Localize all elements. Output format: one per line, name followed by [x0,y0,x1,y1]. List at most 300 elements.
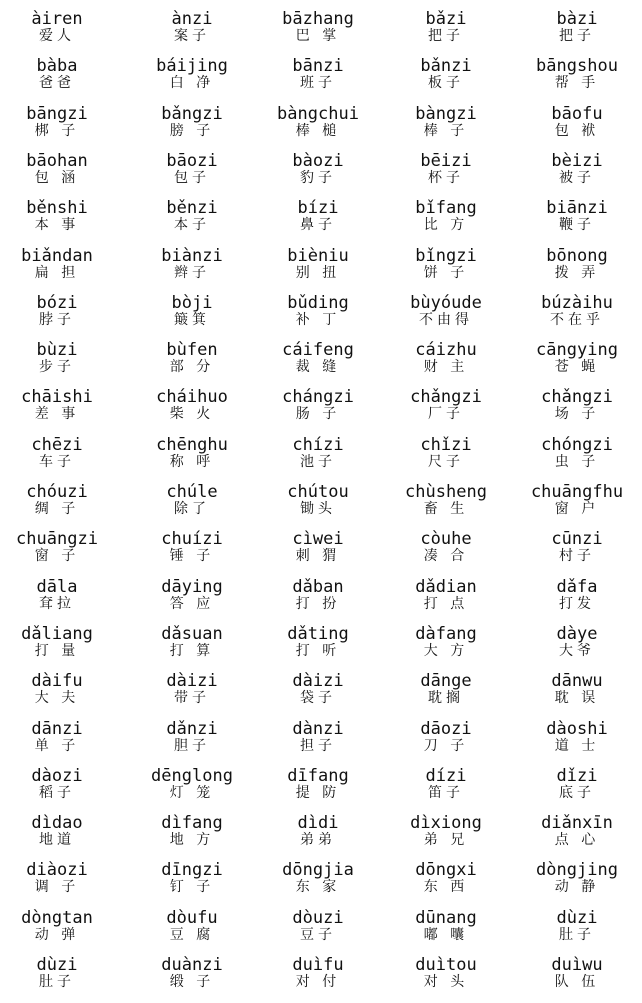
pinyin-text: cāngying [536,340,618,361]
hanzi-text: 本 事 [34,217,80,234]
vocab-entry [0,105,121,152]
hanzi-text: 笛子 [428,784,464,801]
hanzi-text: 单 子 [34,737,80,754]
pinyin-text: dàye [556,623,598,644]
hanzi-text: 打 听 [295,642,341,659]
pinyin-text: dānwu [551,671,603,692]
vocab-entry [513,578,641,625]
hanzi-text: 点 心 [554,832,600,849]
pinyin-text: bǔding [287,292,349,313]
hanzi-text: 扁 担 [34,264,80,281]
hanzi-text: 被子 [559,169,595,186]
pinyin-text: búzàihu [541,292,613,313]
hanzi-text: 板子 [428,75,464,92]
vocab-entry [0,720,121,767]
vocab-entry [0,578,121,625]
vocab-entry [513,625,641,672]
pinyin-text: dāozi [420,718,472,739]
hanzi-text: 弟 兄 [423,832,469,849]
hanzi-text: 柴 火 [169,406,215,423]
pinyin-text: chāishi [21,387,93,408]
vocab-entry [382,57,510,104]
hanzi-text: 别 扭 [295,264,341,281]
vocab-entry [128,814,256,861]
vocab-entry [128,909,256,956]
hanzi-text: 担子 [300,737,336,754]
hanzi-text: 锤 子 [169,548,215,565]
vocab-entry [128,530,256,577]
hanzi-text: 苍 蝇 [554,359,600,376]
hanzi-text: 刺 猬 [295,548,341,565]
hanzi-text: 本子 [174,217,210,234]
vocab-entry [0,57,121,104]
pinyin-text: dòngtan [21,907,93,928]
pinyin-text: běnzi [166,198,218,219]
vocab-entry [513,57,641,104]
pinyin-text: dàizi [292,671,344,692]
hanzi-text: 豆 腐 [169,926,215,943]
pinyin-text: bǎnzi [420,56,472,77]
pinyin-text: dízi [425,765,467,786]
hanzi-text: 带子 [174,690,210,707]
vocab-entry [128,861,256,908]
vocab-entry [382,578,510,625]
vocab-entry [513,152,641,199]
hanzi-text: 场 子 [554,406,600,423]
hanzi-text: 拨 弄 [554,264,600,281]
vocab-entry [128,436,256,483]
vocab-entry [0,909,121,956]
hanzi-text: 锄头 [300,501,336,517]
pinyin-text: chútou [287,482,349,502]
pinyin-text: bǎngzi [161,103,223,124]
pinyin-text: bòji [171,292,213,313]
hanzi-text: 财 主 [423,359,469,376]
vocab-entry [382,483,510,530]
vocab-entry [382,625,510,672]
hanzi-text: 尺子 [428,453,464,470]
pinyin-text: dǎfa [556,576,598,597]
hanzi-text: 大爷 [559,642,595,659]
vocab-entry [0,814,121,861]
hanzi-text: 打 算 [169,642,215,659]
hanzi-text: 打发 [559,595,595,612]
pinyin-text: còuhe [420,529,472,550]
vocab-entry [254,814,382,861]
hanzi-text: 肚子 [39,974,75,990]
hanzi-text: 把子 [559,28,595,44]
vocab-entry [254,199,382,246]
pinyin-text: cáizhu [415,340,477,361]
hanzi-text: 东 西 [423,879,469,896]
vocab-entry [513,436,641,483]
pinyin-text: chuízi [161,529,223,550]
hanzi-text: 肠 子 [295,406,341,423]
pinyin-text: chǎngzi [541,387,613,408]
pinyin-text: dànzi [292,718,344,739]
pinyin-text: dàizi [166,671,218,692]
vocab-entry [254,578,382,625]
vocab-entry [128,57,256,104]
hanzi-text: 裁 缝 [295,359,341,376]
vocab-entry [382,909,510,956]
vocab-entry [128,247,256,294]
hanzi-text: 杯子 [428,169,464,186]
hanzi-text: 动 弹 [34,926,80,943]
pinyin-text: cūnzi [551,529,603,550]
pinyin-text: diàozi [26,860,88,881]
hanzi-text: 车子 [39,453,75,470]
hanzi-text: 大 方 [423,642,469,659]
pinyin-text: běnshi [26,198,88,219]
hanzi-text: 村子 [559,548,595,565]
pinyin-text: dāying [161,576,223,597]
pinyin-text: dǐzi [556,765,598,786]
pinyin-text: bǐfang [415,198,477,219]
vocab-entry [513,767,641,814]
pinyin-text: duìfu [292,955,344,975]
pinyin-text: dōngjia [282,860,354,881]
hanzi-text: 差 事 [34,406,80,423]
hanzi-text: 提 防 [295,784,341,801]
hanzi-text: 包 涵 [34,169,80,186]
pinyin-text: bāohan [26,150,88,171]
pinyin-text: dǎliang [21,623,93,644]
pinyin-text: dānzi [31,718,83,739]
pinyin-text: dòufu [166,907,218,928]
vocab-entry [513,861,641,908]
hanzi-text: 调 子 [34,879,80,896]
hanzi-text: 膀 子 [169,122,215,139]
pinyin-text: chuāngzi [16,529,98,550]
pinyin-text: bǎzi [425,9,467,29]
hanzi-text: 棒 子 [423,122,469,139]
pinyin-text: dīfang [287,765,349,786]
vocab-entry [128,199,256,246]
vocab-entry [0,294,121,341]
vocab-entry [513,105,641,152]
hanzi-text: 案子 [174,28,210,44]
vocab-entry [254,767,382,814]
pinyin-text: chángzi [282,387,354,408]
hanzi-text: 簸箕 [174,311,210,328]
pinyin-text: dìdao [31,813,83,834]
pinyin-text: bàngchui [277,103,359,124]
vocab-entry [513,483,641,530]
vocab-entry [128,105,256,152]
pinyin-text: chúle [166,482,218,502]
pinyin-text: báijing [156,56,228,77]
vocab-entry [128,720,256,767]
vocab-entry [382,861,510,908]
vocab-entry [382,341,510,388]
pinyin-text: bāzhang [282,9,354,29]
hanzi-text: 东 家 [295,879,341,896]
pinyin-text: chóuzi [26,482,88,502]
pinyin-text: dìxiong [410,813,482,834]
hanzi-text: 虫 子 [554,453,600,470]
hanzi-text: 不在乎 [550,311,604,328]
pinyin-text: dūnang [415,907,477,928]
hanzi-text: 对 付 [295,974,341,990]
vocab-entry [128,483,256,530]
vocab-entry [382,530,510,577]
hanzi-text: 打 点 [423,595,469,612]
hanzi-text: 白 净 [169,75,215,92]
pinyin-text: bízi [297,198,339,219]
hanzi-text: 钉 子 [169,879,215,896]
hanzi-text: 班子 [300,75,336,92]
pinyin-text: bàzi [556,9,598,29]
hanzi-text: 称 呼 [169,453,215,470]
hanzi-text: 答 应 [169,595,215,612]
pinyin-text: duìwu [551,955,603,975]
pinyin-text: biǎndan [21,245,93,266]
vocab-entry [254,152,382,199]
hanzi-text: 包 袱 [554,122,600,139]
vocab-entry [513,10,641,57]
pinyin-text: chǐzi [420,434,472,455]
vocab-entry [0,388,121,435]
pinyin-text: dāla [36,576,78,597]
vocab-entry [513,294,641,341]
vocab-entry [513,341,641,388]
vocab-entry [128,767,256,814]
hanzi-text: 梆 子 [34,122,80,139]
pinyin-text: bàngzi [415,103,477,124]
hanzi-text: 地道 [39,832,75,849]
pinyin-text: chùsheng [405,482,487,502]
vocab-entry [128,341,256,388]
vocab-entry [513,199,641,246]
hanzi-text: 底子 [559,784,595,801]
vocab-entry [0,672,121,719]
pinyin-text: cìwei [292,529,344,550]
pinyin-text: ànzi [171,9,213,29]
vocab-entry [382,436,510,483]
pinyin-text: bōnong [546,245,608,266]
vocab-entry [513,247,641,294]
hanzi-text: 爸爸 [39,75,75,92]
hanzi-text: 胆子 [174,737,210,754]
vocab-entry [254,625,382,672]
vocab-entry [382,247,510,294]
vocab-entry [513,388,641,435]
vocab-entry [382,388,510,435]
pinyin-text: bùzi [36,340,78,361]
hanzi-text: 爱人 [39,28,75,44]
hanzi-text: 袋子 [300,690,336,707]
vocab-entry [254,294,382,341]
pinyin-text: bùyóude [410,292,482,313]
hanzi-text: 队 伍 [554,974,600,990]
pinyin-text: dòuzi [292,907,344,928]
hanzi-text: 豆子 [300,926,336,943]
vocab-entry [128,10,256,57]
vocab-entry [254,57,382,104]
vocab-entry [0,152,121,199]
vocab-entry [0,436,121,483]
vocab-entry [382,294,510,341]
pinyin-text: cáifeng [282,340,354,361]
hanzi-text: 部 分 [169,359,215,376]
pinyin-text: bèizi [551,150,603,171]
pinyin-text: dīngzi [161,860,223,881]
hanzi-text: 大 夫 [34,690,80,707]
pinyin-text: dùzi [36,955,78,975]
pinyin-text: chuāngfhu [530,482,624,502]
vocab-entry [254,388,382,435]
vocab-entry [254,672,382,719]
vocab-entry [382,956,510,1003]
vocab-entry [128,956,256,1003]
hanzi-text: 厂子 [428,406,464,423]
vocab-entry [0,956,121,1003]
vocab-entry [382,672,510,719]
pinyin-text: dǎban [292,576,344,597]
vocab-entry [254,247,382,294]
pinyin-text: duìtou [415,955,477,975]
hanzi-text: 辫子 [174,264,210,281]
hanzi-text: 缎 子 [169,974,215,990]
hanzi-text: 补 丁 [295,311,341,328]
pinyin-text: dìfang [161,813,223,834]
pinyin-text: dòngjing [536,860,618,881]
vocab-entry [254,720,382,767]
hanzi-text: 不由得 [419,311,473,328]
pinyin-text: bǐngzi [415,245,477,266]
vocab-entry [128,388,256,435]
pinyin-text: duànzi [161,955,223,975]
hanzi-text: 窗 户 [554,501,600,517]
vocab-entry [382,10,510,57]
vocab-entry [513,909,641,956]
pinyin-text: dǎting [287,623,349,644]
pinyin-text: dùzi [556,907,598,928]
pinyin-text: bāofu [551,103,603,124]
pinyin-text: dǎsuan [161,623,223,644]
pinyin-text: biànzi [161,245,223,266]
hanzi-text: 凑 合 [423,548,469,565]
vocab-entry [254,341,382,388]
pinyin-text: chēzi [31,434,83,455]
hanzi-text: 耽 误 [554,690,600,707]
hanzi-text: 鞭子 [559,217,595,234]
hanzi-text: 地 方 [169,832,215,849]
vocab-entry [254,909,382,956]
hanzi-text: 棒 槌 [295,122,341,139]
hanzi-text: 池子 [300,453,336,470]
vocab-entry [513,956,641,1003]
pinyin-text: cháihuo [156,387,228,408]
hanzi-text: 稻子 [39,784,75,801]
pinyin-text: bàozi [292,150,344,171]
pinyin-text: chēnghu [156,434,228,455]
vocab-entry [128,672,256,719]
hanzi-text: 除了 [174,501,210,517]
hanzi-text: 道 士 [554,737,600,754]
pinyin-text: dàozi [31,765,83,786]
pinyin-text: bàba [36,56,78,77]
hanzi-text: 嘟 囔 [423,926,469,943]
vocab-entry [0,10,121,57]
vocab-entry [382,814,510,861]
vocab-entry [254,956,382,1003]
hanzi-text: 对 头 [423,974,469,990]
vocab-entry [254,530,382,577]
hanzi-text: 豹子 [300,169,336,186]
hanzi-text: 脖子 [39,311,75,328]
vocab-entry [382,199,510,246]
vocab-entry [254,436,382,483]
pinyin-text: dānge [420,671,472,692]
hanzi-text: 巴 掌 [295,28,341,44]
vocab-entry [382,767,510,814]
hanzi-text: 弟弟 [300,832,336,849]
vocab-entry [382,720,510,767]
pinyin-text: bēizi [420,150,472,171]
vocab-entry [0,483,121,530]
hanzi-text: 比 方 [423,217,469,234]
pinyin-text: chóngzi [541,434,613,455]
hanzi-text: 畜 生 [423,501,469,517]
pinyin-text: dǎnzi [166,718,218,739]
vocab-entry [382,105,510,152]
vocab-entry [513,814,641,861]
pinyin-text: bùfen [166,340,218,361]
hanzi-text: 打 量 [34,642,80,659]
vocab-entry [254,861,382,908]
hanzi-text: 步子 [39,359,75,376]
pinyin-text: bózi [36,292,78,313]
vocab-entry [0,247,121,294]
pinyin-text: àiren [31,9,83,29]
pinyin-text: bièniu [287,245,349,266]
pinyin-text: dàifu [31,671,83,692]
pinyin-text: diǎnxīn [541,813,613,834]
pinyin-text: bāngshou [536,56,618,77]
pinyin-text: dìdi [297,813,339,834]
vocab-entry [254,483,382,530]
hanzi-text: 耽搁 [428,690,464,707]
hanzi-text: 把子 [428,28,464,44]
pinyin-text: chǎngzi [410,387,482,408]
hanzi-text: 包子 [174,169,210,186]
hanzi-text: 肚子 [559,926,595,943]
pinyin-text: chízi [292,434,344,455]
vocab-entry [128,152,256,199]
hanzi-text: 帮 手 [554,75,600,92]
vocab-entry [254,105,382,152]
vocab-entry [128,294,256,341]
hanzi-text: 耷拉 [39,595,75,612]
pinyin-text: dēnglong [151,765,233,786]
hanzi-text: 刀 子 [423,737,469,754]
pinyin-text: dǎdian [415,576,477,597]
vocab-entry [0,341,121,388]
pinyin-text: dàfang [415,623,477,644]
pinyin-text: dàoshi [546,718,608,739]
vocab-entry [513,530,641,577]
pinyin-text: bānzi [292,56,344,77]
vocab-entry [513,720,641,767]
hanzi-text: 打 扮 [295,595,341,612]
pinyin-text: bāngzi [26,103,88,124]
hanzi-text: 灯 笼 [169,784,215,801]
vocab-entry [0,767,121,814]
hanzi-text: 鼻子 [300,217,336,234]
vocab-entry [0,199,121,246]
